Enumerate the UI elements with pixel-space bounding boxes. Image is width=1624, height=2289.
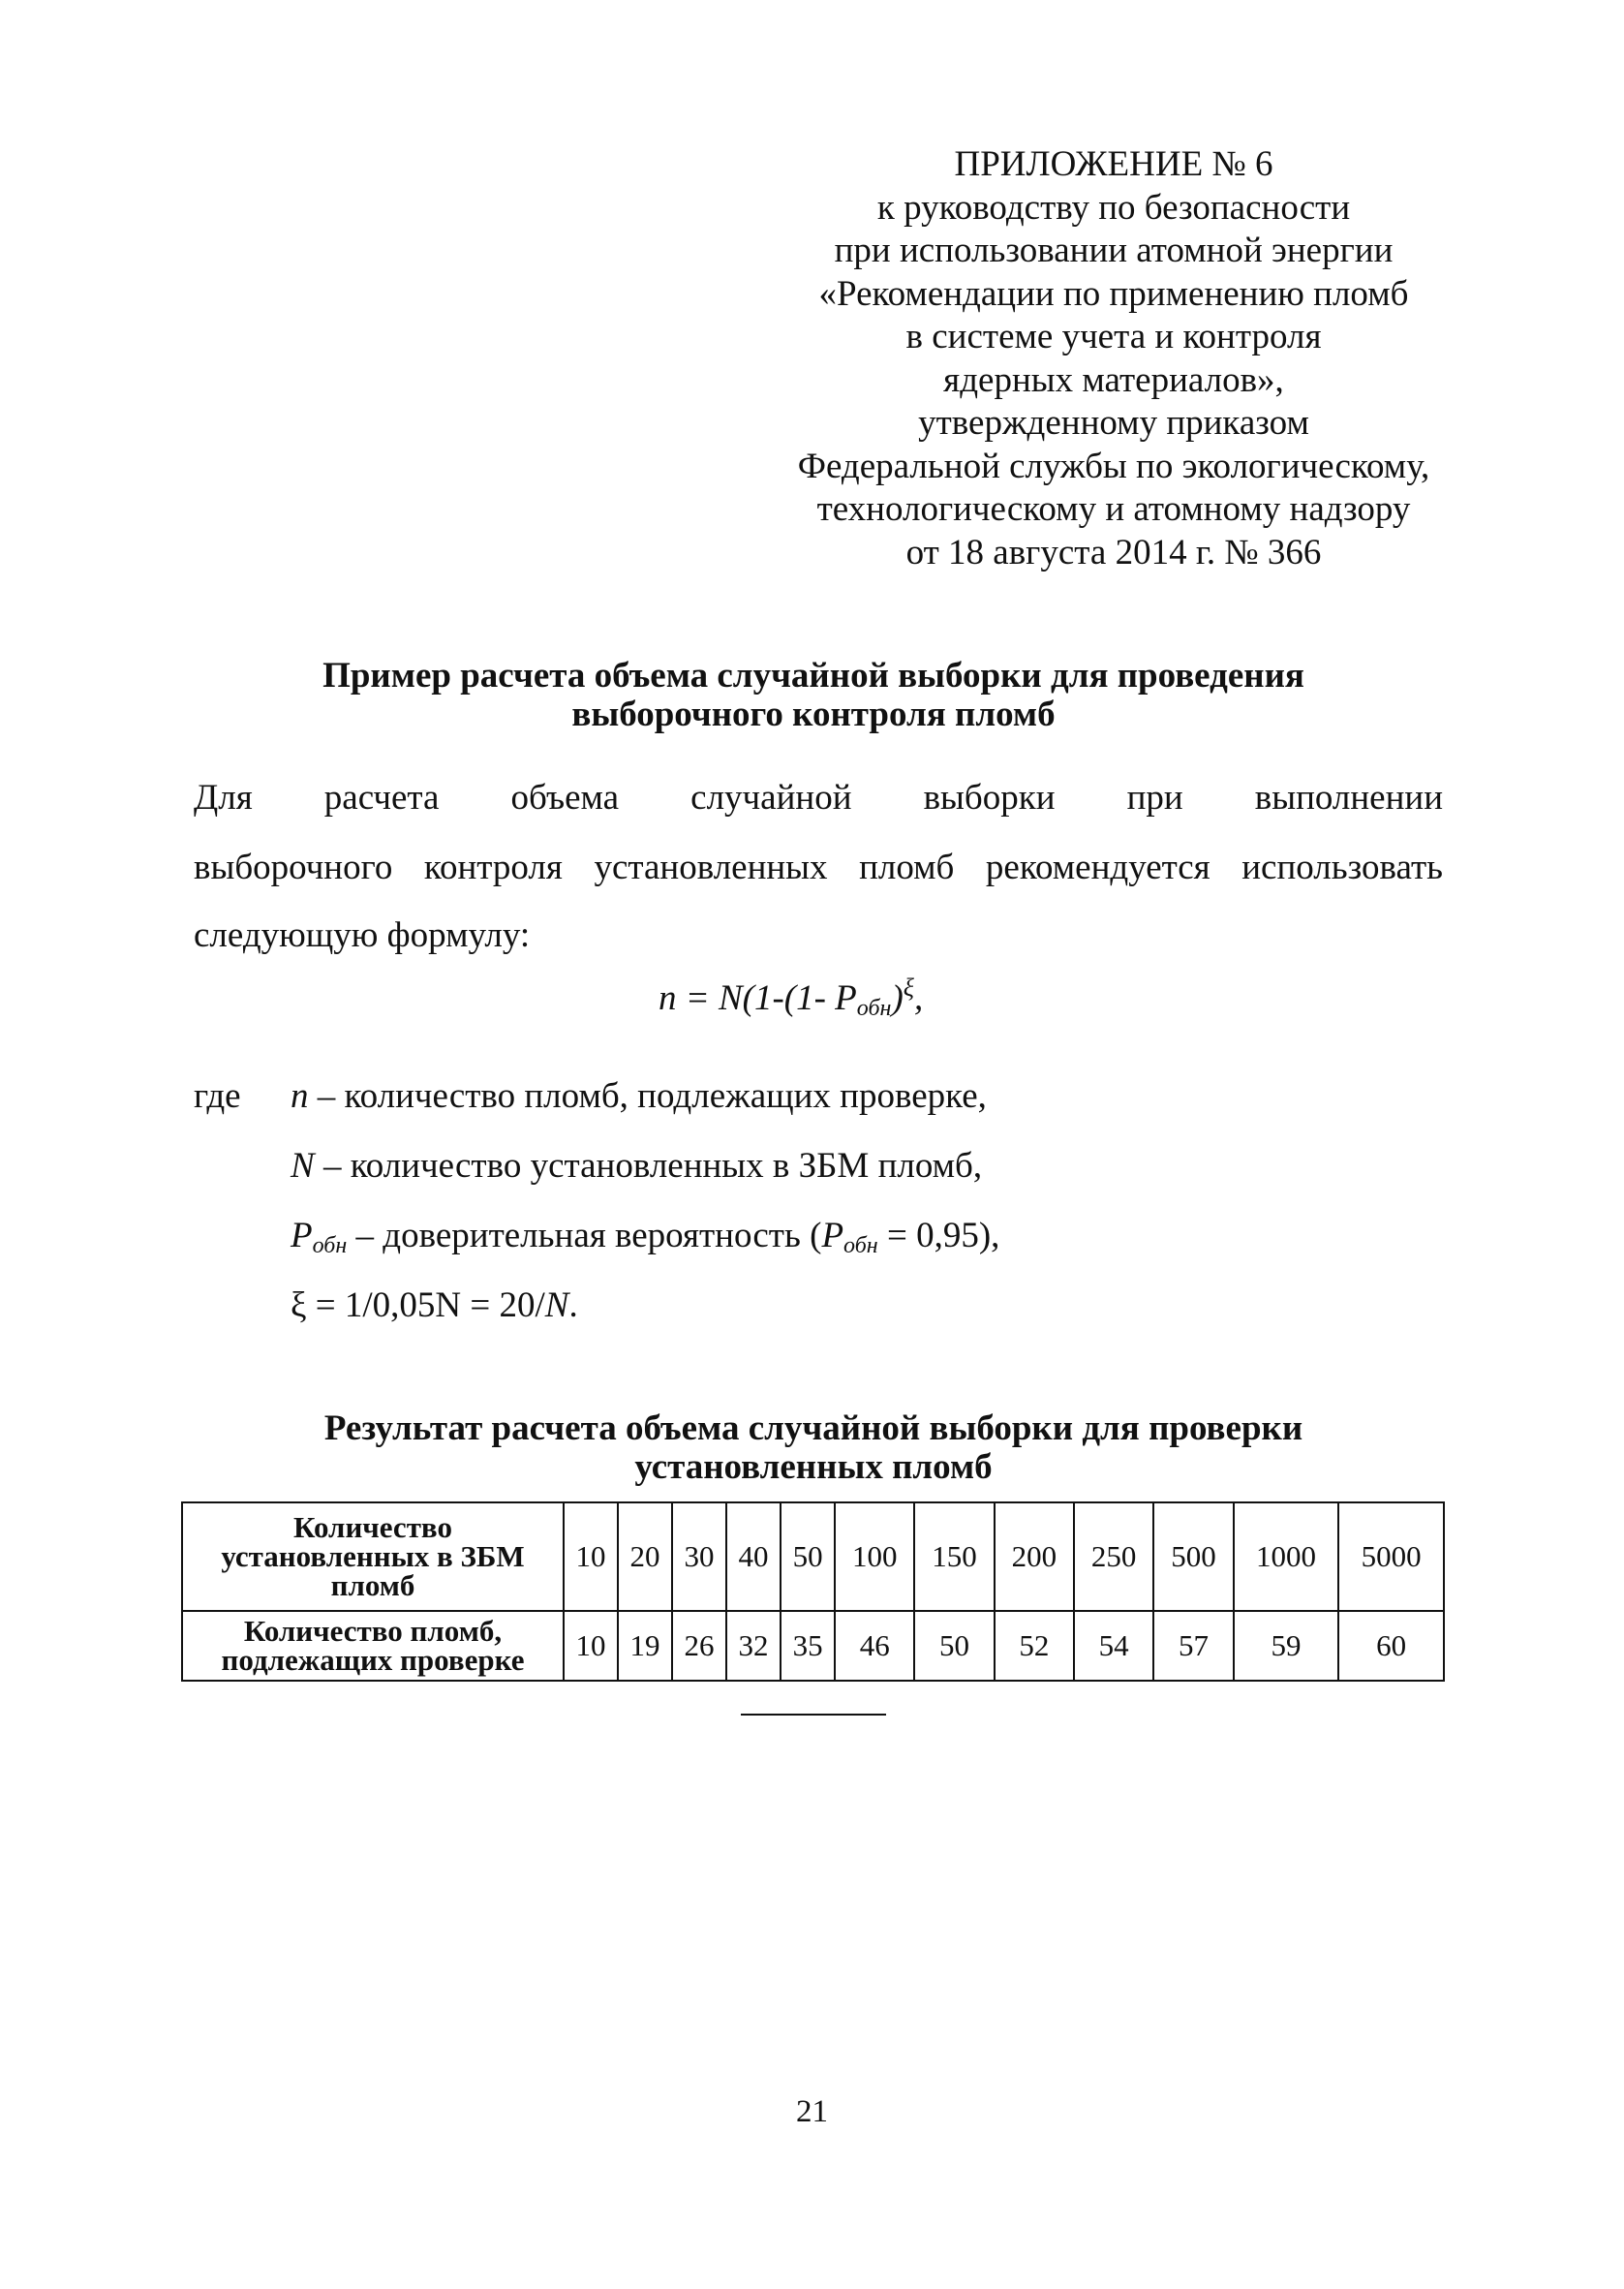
table-cell: 150 [914, 1502, 994, 1611]
row-header-installed: Количество установленных в ЗБМ пломб [182, 1502, 564, 1611]
appendix-line: к руководству по безопасности [876, 187, 1351, 228]
P-symbol: $P_{обн}$ [291, 1216, 348, 1258]
table-cell: 30 [672, 1502, 726, 1611]
table-cell: 59 [1234, 1611, 1339, 1681]
table-cell: 60 [1338, 1611, 1444, 1681]
table-cell: 10 [564, 1611, 618, 1681]
section-title-example [194, 657, 1433, 734]
appendix-line: ядерных материалов», [943, 359, 1284, 400]
table-cell: 5000 [1338, 1502, 1444, 1611]
N-symbol: N [291, 1146, 315, 1186]
paragraph-line: следующую формулу: [194, 915, 531, 955]
table-cell: 26 [672, 1611, 726, 1681]
page-number: 21 [796, 2094, 828, 2129]
appendix-line: в системе учета и контроля [905, 317, 1322, 356]
table-cell: 50 [781, 1502, 835, 1611]
title-line: Результат расчета объема случайной выборки для проверки [323, 1408, 1303, 1448]
P-definition-b: = 0,95), [877, 1216, 1000, 1255]
table-cell: 100 [835, 1502, 914, 1611]
table-cell: 32 [726, 1611, 781, 1681]
formula-tail: , [913, 978, 924, 1018]
title-line: Пример расчета объема случайной выборки для проведения [322, 656, 1304, 696]
title-line: установленных пломб [634, 1447, 993, 1487]
formula-close: ) [891, 978, 904, 1018]
table-cell: 10 [564, 1502, 618, 1611]
table-cell: 52 [995, 1611, 1074, 1681]
appendix-line: от 18 августа 2014 г. № 366 [905, 532, 1322, 572]
appendix-header [736, 143, 1491, 574]
table-cell: 46 [835, 1611, 914, 1681]
table-cell: 50 [914, 1611, 994, 1681]
xi-definition-a: ξ = 1/0,05N = 20/ [291, 1285, 545, 1325]
P-definition-a: – доверительная вероятность ( [347, 1216, 822, 1255]
table-cell: 35 [781, 1611, 835, 1681]
formula-subscript: обн [856, 996, 892, 1021]
where-word: где [194, 1076, 241, 1116]
formula-main: n = N(1-(1- P [659, 978, 857, 1018]
P-symbol-inline: $P_{обн}$ [821, 1216, 878, 1258]
appendix-line: технологическому и атомному надзору [816, 489, 1411, 529]
appendix-line: при использовании атомной энергии [834, 231, 1394, 270]
N-definition: – количество установленных в ЗБМ пломб, [314, 1146, 983, 1186]
title-line: выборочного контроля пломб [571, 695, 1056, 734]
appendix-line: Федеральной службы по экологическому, [797, 446, 1430, 486]
paragraph-line: Для расчета объема случайной выборки при выполнении [194, 778, 1443, 818]
appendix-line: утвержденному приказом [918, 403, 1309, 443]
section-title-result [194, 1409, 1433, 1487]
row-header-to-check: Количество пломб, подлежащих проверке [182, 1611, 564, 1681]
n-definition: – количество пломб, подлежащих проверке, [308, 1076, 987, 1116]
table-cell: 1000 [1234, 1502, 1339, 1611]
table-cell: 200 [995, 1502, 1074, 1611]
xi-N-symbol: N [544, 1285, 569, 1325]
table-cell: 500 [1153, 1502, 1233, 1611]
table-cell: 20 [618, 1502, 672, 1611]
table-row [182, 1611, 1444, 1681]
end-divider [741, 1714, 886, 1716]
appendix-line: ПРИЛОЖЕНИЕ № 6 [954, 144, 1273, 184]
table-row [182, 1502, 1444, 1611]
result-table [181, 1501, 1445, 1682]
formula-superscript: ξ [903, 974, 914, 1002]
table-cell: 54 [1074, 1611, 1153, 1681]
table-cell: 57 [1153, 1611, 1233, 1681]
xi-definition-c: . [568, 1285, 578, 1325]
table-cell: 19 [618, 1611, 672, 1681]
appendix-line: «Рекомендации по применению пломб [818, 273, 1409, 314]
table-cell: 250 [1074, 1502, 1153, 1611]
sample-size-formula [659, 974, 923, 1022]
n-symbol: n [291, 1076, 309, 1116]
table-cell: 40 [726, 1502, 781, 1611]
paragraph-line: выборочного контроля установленных пломб рекомендуется использовать [194, 848, 1443, 887]
